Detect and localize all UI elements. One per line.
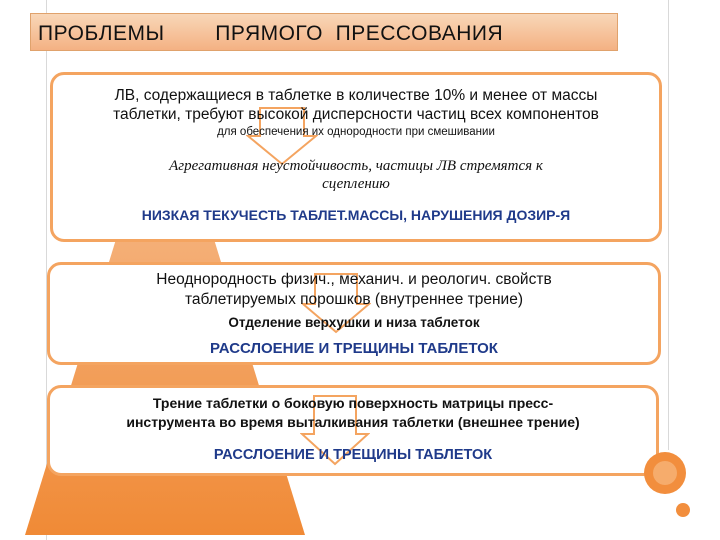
box1-line1: ЛВ, содержащиеся в таблетке в количестве 10% и менее от массы <box>114 87 598 104</box>
slide-title: ПРОБЛЕМЫ ПРЯМОГО ПРЕССОВАНИЯ <box>38 22 504 45</box>
box3-conclusion: РАССЛОЕНИЕ И ТРЕЩИНЫ ТАБЛЕТОК <box>213 447 493 463</box>
box1-italic-line2: сцеплению <box>322 176 390 192</box>
box2-line1: Неоднородность физич., механич. и реологич. свойств <box>156 271 552 288</box>
box2-line2: таблетируемых порошков (внутреннее трение) <box>185 291 523 308</box>
box3-line1: Трение таблетки о боковую поверхность матрицы пресс- <box>152 395 554 411</box>
box2-conclusion: РАССЛОЕНИЕ И ТРЕЩИНЫ ТАБЛЕТОК <box>210 340 498 357</box>
box3-line2: инструмента во время выталкивания таблетки (внешнее трение) <box>126 414 580 430</box>
box1-conclusion: НИЗКАЯ ТЕКУЧЕСТЬ ТАБЛЕТ.МАССЫ, НАРУШЕНИЯ ДОЗИР-Я <box>141 207 571 223</box>
decorative-circle-inner <box>653 461 677 485</box>
decorative-circle-small <box>676 503 690 517</box>
box2-line3: Отделение верхушки и низа таблеток <box>228 315 480 330</box>
box1-italic-line1: Агрегативная неустойчивость, частицы ЛВ стремятся к <box>169 158 543 174</box>
box1-line2: таблетки, требуют высокой дисперсности частиц всех компонентов <box>113 106 599 123</box>
box1-line3: для обеспечения их однородности при смешивании <box>217 126 495 138</box>
